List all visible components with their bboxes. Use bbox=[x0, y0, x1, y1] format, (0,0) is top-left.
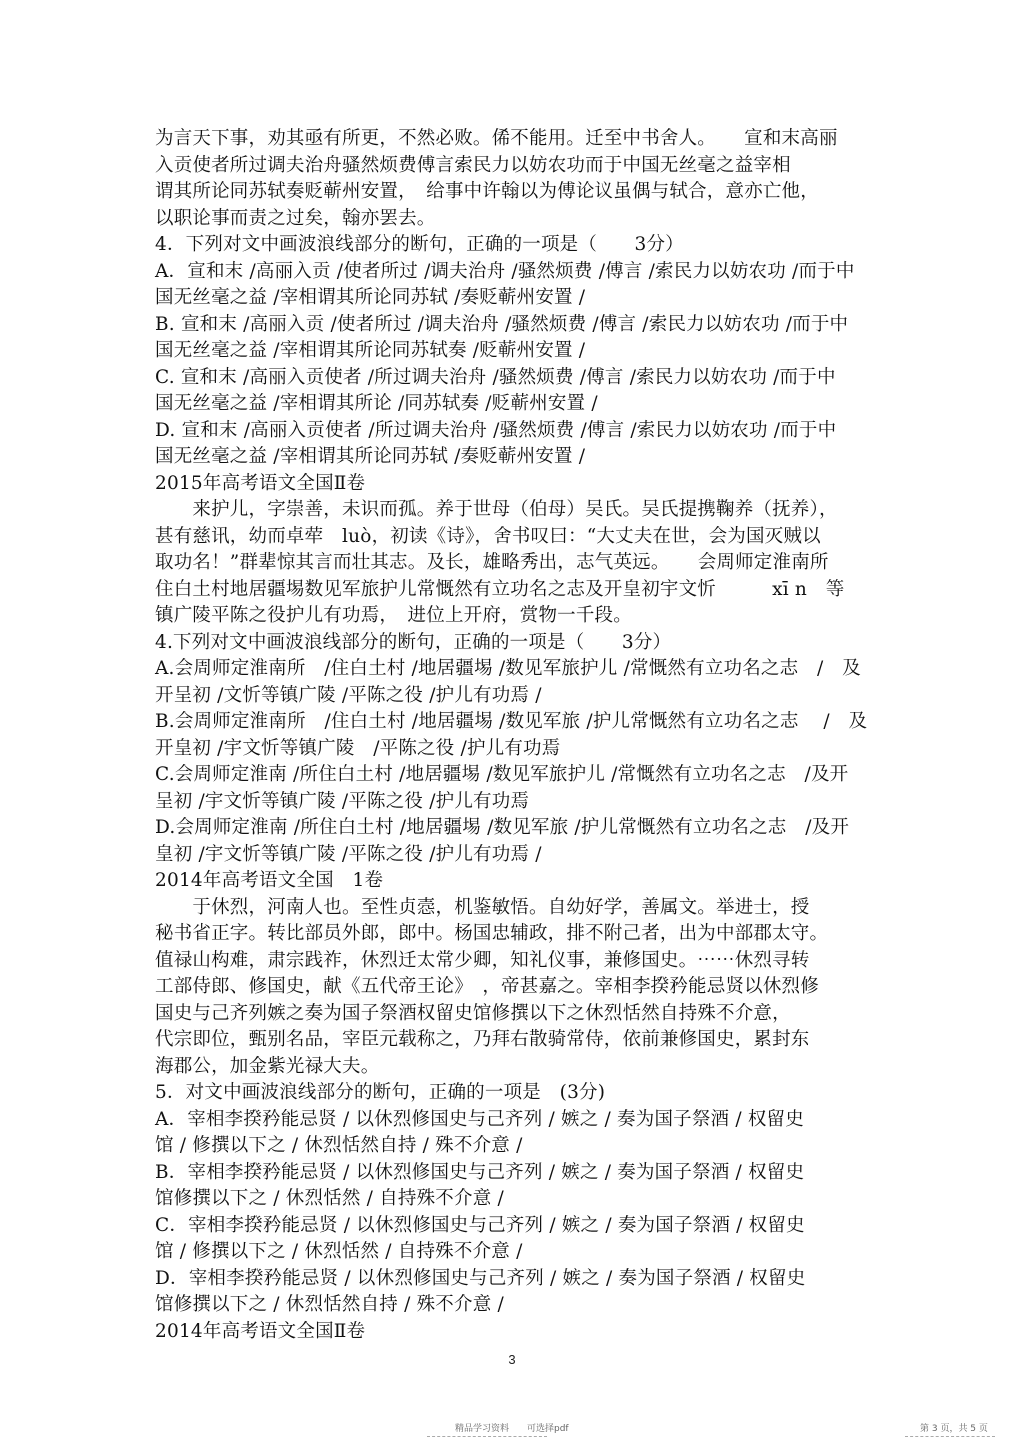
text-line: 馆 / 修撰以下之 / 休烈恬然自持 / 殊不介意 / bbox=[155, 1135, 523, 1156]
text-line: D．宰相李揆矜能忌贤 / 以休烈修国史与己齐列 / 嫉之 / 奏为国子祭酒 / 权留史 bbox=[155, 1267, 806, 1289]
text-line: 呈初 /宇文忻等镇广陵 /平陈之役 /护儿有功焉 bbox=[155, 790, 530, 812]
text-line: 4．下列对文中画波浪线部分的断句，正确的一项是（ 3分） bbox=[155, 234, 684, 255]
text-line: 为言天下事，劝其亟有所更，不然必败。俙不能用。迁至中书舍人。 宣和末高丽 bbox=[155, 128, 838, 149]
text-line: 2015年高考语文全国Ⅱ卷 bbox=[155, 472, 366, 494]
footer-watermark-text: 精品学习资料 可选择pdf bbox=[455, 1424, 569, 1434]
text-line: 海郡公，加金紫光禄大夫。 bbox=[155, 1055, 380, 1077]
text-line: 5．对文中画波浪线部分的断句，正确的一项是 (3分) bbox=[155, 1082, 606, 1103]
text-line: 取功名！”群辈惊其言而壮其志。及长，雄略秀出，志气英远。 会周师定淮南所 bbox=[155, 552, 829, 573]
text-line: 值禄山构难，肃宗践祚，休烈迁太常少卿，知礼仪事，兼修国史。⋯⋯休烈寻转 bbox=[155, 949, 810, 971]
text-line: 甚有慈讯，幼而卓荦 luò，初读《诗》，舍书叹曰：“大丈夫在世，会为国灭贼以 bbox=[155, 525, 821, 547]
text-line: 入贡使者所过调夫治舟骚然烦费傅言索民力以妨农功而于中国无丝毫之益宰相 bbox=[155, 154, 791, 176]
text-line: C．宰相李揆矜能忌贤 / 以休烈修国史与己齐列 / 嫉之 / 奏为国子祭酒 / 权留史 bbox=[155, 1214, 805, 1236]
text-line: 来护儿，字崇善，未识而孤。养于世母（伯母）吴氏。吴氏提携鞠养（抚养）， bbox=[155, 499, 838, 520]
text-line: 2014年高考语文全国 1卷 bbox=[155, 870, 384, 891]
text-line: 以职论事而责之过矣，翰亦罢去。 bbox=[155, 207, 436, 229]
page-number: 3 bbox=[508, 1352, 516, 1367]
text-line: D. 宣和末 /高丽入贡使者 /所过调夫治舟 /骚然烦费 /傅言 /索民力以妨农功 /而于中 bbox=[155, 419, 837, 441]
text-line: C. 宣和末 /高丽入贡使者 /所过调夫治舟 /骚然烦费 /傅言 /索民力以妨农功 /而于中 bbox=[155, 366, 836, 388]
text-line: 国史与己齐列嫉之奏为国子祭酒权留史馆修撰以下之休烈恬然自持殊不介意， bbox=[155, 1002, 791, 1024]
text-line: 住白土村地居疆埸数见军旅护儿常慨然有立功名之志及开皇初宇文忻 xī n 等 bbox=[155, 578, 845, 600]
text-line: 于休烈，河南人也。至性贞悫，机鉴敏悟。自幼好学，善属文。举进士，授 bbox=[155, 896, 810, 918]
text-line: A．宣和末 /高丽入贡 /使者所过 /调夫治舟 /骚然烦费 /傅言 /索民力以妨农功 /而于中 bbox=[155, 260, 855, 282]
text-line: A.会周师定淮南所 /住白土村 /地居疆埸 /数见军旅护儿 /常慨然有立功名之志 / 及 bbox=[155, 658, 861, 679]
text-line: 国无丝毫之益 /宰相谓其所论 /同苏轼奏 /贬蕲州安置 / bbox=[155, 393, 598, 414]
text-line: B．宰相李揆矜能忌贤 / 以休烈修国史与己齐列 / 嫉之 / 奏为国子祭酒 / 权留史 bbox=[155, 1161, 805, 1183]
footer-divider-right bbox=[905, 1436, 995, 1437]
text-line: 馆修撰以下之 / 休烈恬然自持 / 殊不介意 / bbox=[155, 1294, 504, 1315]
text-line: B.会周师定淮南所 /住白土村 /地居疆埸 /数见军旅 /护儿常慨然有立功名之志 / 及 bbox=[155, 711, 868, 732]
text-line: 4.下列对文中画波浪线部分的断句，正确的一项是（ 3分） bbox=[155, 631, 672, 653]
text-line: A．宰相李揆矜能忌贤 / 以休烈修国史与己齐列 / 嫉之 / 奏为国子祭酒 / 权留史 bbox=[155, 1108, 804, 1130]
text-line: D.会周师定淮南 /所住白土村 /地居疆埸 /数见军旅 /护儿常慨然有立功名之志 /及开 bbox=[155, 817, 850, 838]
text-line: 代宗即位，甄别名品，宰臣元载称之，乃拜右散骑常侍，依前兼修国史，累封东 bbox=[155, 1029, 810, 1050]
document-body bbox=[155, 126, 875, 1345]
text-line: 馆 / 修撰以下之 / 休烈恬然 / 自持殊不介意 / bbox=[155, 1241, 523, 1262]
text-line: B. 宣和末 /高丽入贡 /使者所过 /调夫治舟 /骚然烦费 /傅言 /索民力以妨农功 /而于中 bbox=[155, 313, 849, 335]
text-line: C.会周师定淮南 /所住白土村 /地居疆埸 /数见军旅护儿 /常慨然有立功名之志 /及开 bbox=[155, 764, 849, 785]
text-line: 国无丝毫之益 /宰相谓其所论同苏轼 /奏贬蕲州安置 / bbox=[155, 446, 586, 467]
text-line: 开皇初 /宇文忻等镇广陵 /平陈之役 /护儿有功焉 bbox=[155, 737, 561, 759]
text-line: 秘书省正字。转比部员外郎，郎中。杨国忠辅政，排不附己者，出为中部郡太守。 bbox=[155, 923, 829, 944]
text-line: 国无丝毫之益 /宰相谓其所论同苏轼奏 /贬蕲州安置 / bbox=[155, 340, 586, 361]
text-line: 工部侍郎、修国史，献《五代帝王论》 ，帝甚嘉之。宰相李揆矜能忌贤以休烈修 bbox=[155, 976, 819, 997]
text-line: 谓其所论同苏轼奏贬蕲州安置， 给事中许翰以为傅论议虽偶与轼合，意亦亡他， bbox=[155, 181, 819, 202]
text-line: 馆修撰以下之 / 休烈恬然 / 自持殊不介意 / bbox=[155, 1188, 504, 1209]
text-line: 皇初 /宇文忻等镇广陵 /平陈之役 /护儿有功焉 / bbox=[155, 843, 542, 865]
footer-page-indicator: 第 3 页，共 5 页 bbox=[920, 1424, 988, 1434]
footer-divider-center bbox=[427, 1436, 547, 1437]
text-line: 2014年高考语文全国Ⅱ卷 bbox=[155, 1320, 366, 1342]
text-line: 国无丝毫之益 /宰相谓其所论同苏轼 /奏贬蕲州安置 / bbox=[155, 287, 586, 308]
text-line: 开呈初 /文忻等镇广陵 /平陈之役 /护儿有功焉 / bbox=[155, 684, 542, 706]
text-line: 镇广陵平陈之役护儿有功焉， 进位上开府，赏物一千段。 bbox=[155, 605, 632, 626]
